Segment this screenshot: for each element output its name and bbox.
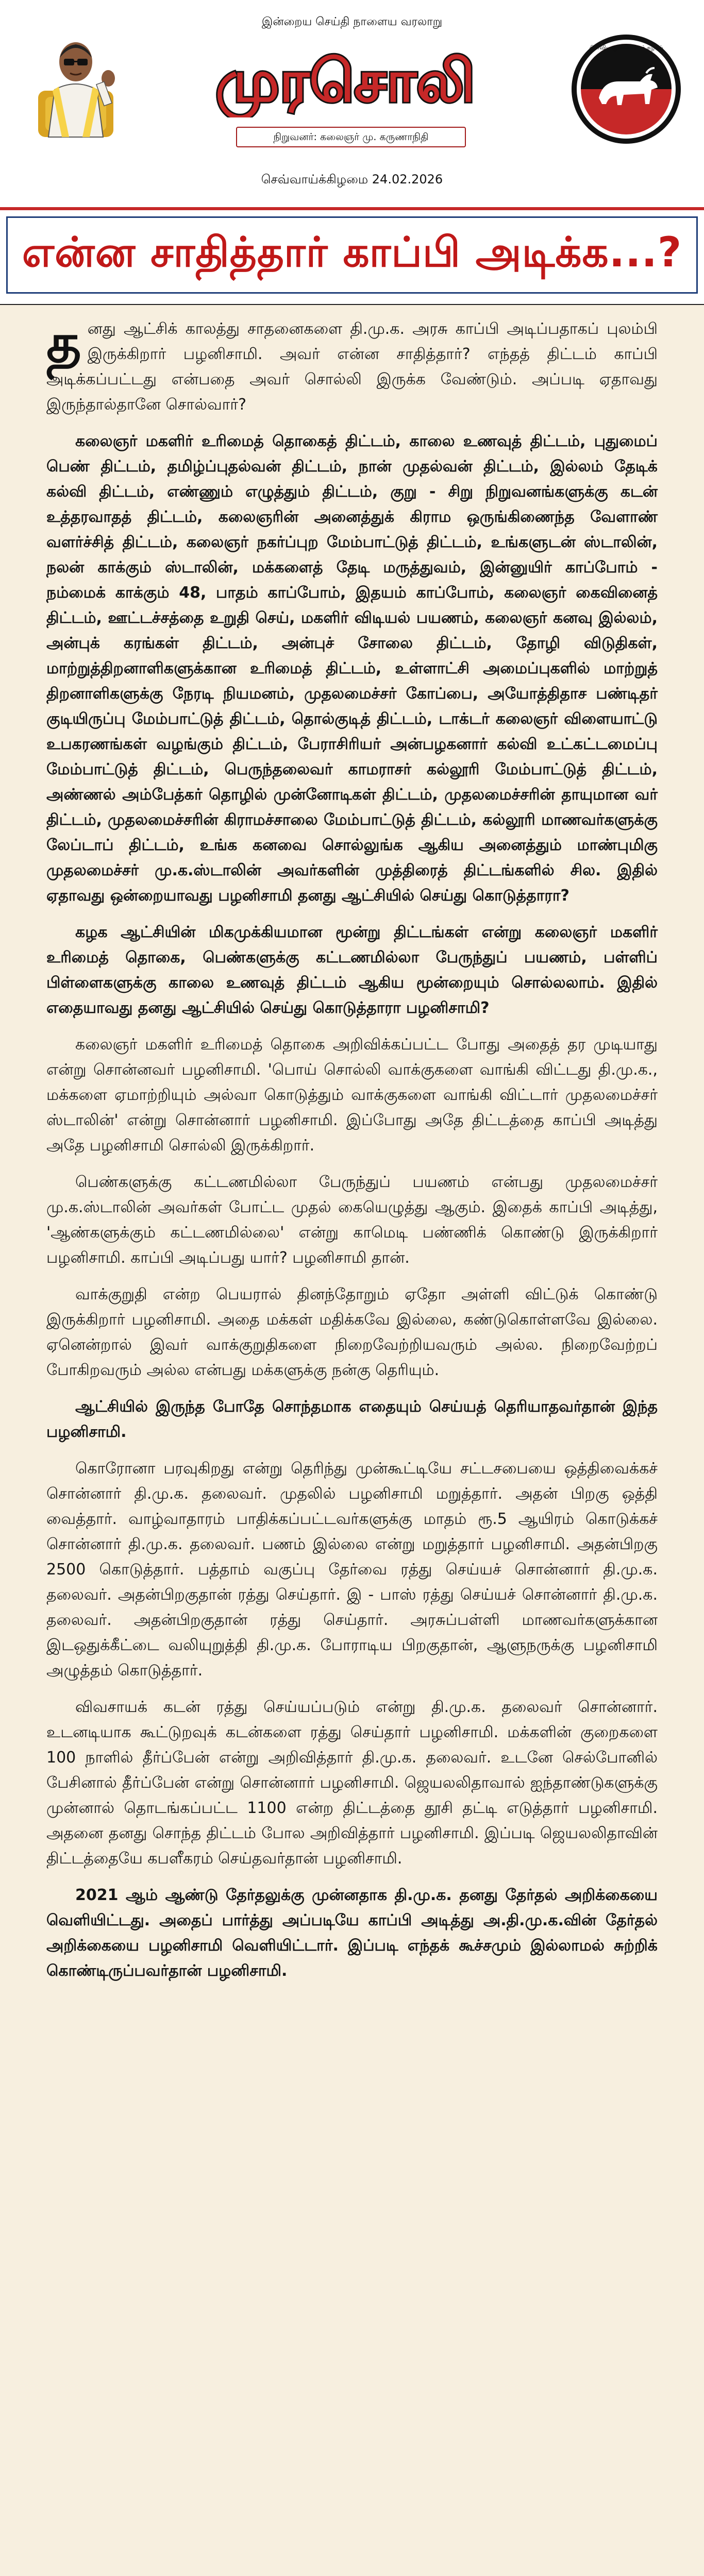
article-paragraph-1 xyxy=(46,312,658,417)
headline: என்ன சாதித்தார் காப்பி அடிக்க...? xyxy=(22,228,682,276)
seal-text: திராவிட முன்னேற்றக் கழகம் xyxy=(589,44,663,51)
paragraph-1-text: னது ஆட்சிக் காலத்து சாதனைகளை தி.மு.க. அரசு காப்பி அடிப்பதாகப் புலம்பி இருக்கிறார் பழனிசாமி. அவர் என்ன சாதித்தார்? எந்தத் திட்டம் காப்பி அடிக்கப்பட்டது என்பதை அவர் சொல்லி இருக்க வேண்டும். அப்படி ஏதாவது இருந்தால்தானே சொல்வார்? xyxy=(46,320,658,414)
dropcap: த xyxy=(46,312,81,375)
article-paragraph-5: பெண்களுக்கு கட்டணமில்லா பேருந்துப் பயணம் என்பது முதலமைச்சர் மு.க.ஸ்டாலின் அவர்கள் போட்ட முதல் கையெழுத்து ஆகும். இதைக் காப்பி அடித்து, 'ஆண்களுக்கும் கட்டணமில்லை' என்று காமெடி பண்ணிக் கொண்டு இருக்கிறார் பழனிசாமி. காப்பி அடிப்பது யார்? பழனிசாமி தான். xyxy=(46,1173,658,1267)
masthead-divider xyxy=(0,207,704,210)
article-paragraph-8: கொரோனா பரவுகிறது என்று தெரிந்து முன்கூட்டியே சட்டசபையை ஒத்திவைக்கச் சொன்னார் தி.மு.க. தலைவர். முதலில் பழனிசாமி மறுத்தார். அதன் பிறகு ஒத்தி வைத்தார். வாழ்வாதாரம் பாதிக்கப்பட்டவர்களுக்கு மாதம் ரூ.5 ஆயிரம் கொடுக்கச் சொன்னார் தி.மு.க. தலைவர். பணம் இல்லை என்று மறுத்தார் பழனிசாமி. அதன்பிறகு 2500 கொடுத்தார். பத்தாம் வகுப்பு தேர்வை ரத்து செய்யச் சொன்னார் தி.மு.க. தலைவர். அதன்பிறகுதான் ரத்து செய்தார். இ - பாஸ் ரத்து செய்யச் சொன்னார் தி.மு.க. தலைவர். அதன்பிறகுதான் ரத்து செய்தார். அரசுப்பள்ளி மாணவர்களுக்கான இடஒதுக்கீட்டை வலியுறுத்தி தி.மு.க. போராடிய பிறகுதான், ஆளுநருக்கு பழனிசாமி அழுத்தம் கொடுத்தார். xyxy=(46,1460,658,1680)
article-paragraph-9: விவசாயக் கடன் ரத்து செய்யப்படும் என்று தி.மு.க. தலைவர் சொன்னார். உடனடியாக கூட்டுறவுக் கடன்களை ரத்து செய்தார் பழனிசாமி. மக்களின் குறைகளை 100 நாளில் தீர்ப்பேன் என்று அறிவித்தார் தி.மு.க. தலைவர். உடனே செல்போனில் பேசினால் தீர்ப்பேன் என்று சொன்னார் பழனிசாமி. ஜெயலலிதாவால் ஐந்தாண்டுகளுக்கு முன்னால் தொடங்கப்பட்ட 1100 என்ற திட்டத்தை தூசி தட்டி எடுத்தார் பழனிசாமி. அதனை தனது சொந்த திட்டம் போல அறிவித்தார் பழனிசாமி. இப்படி ஜெயலலிதாவின் திட்டத்தையே கபளீகரம் செய்தவர்தான் பழனிசாமி. xyxy=(46,1698,658,1868)
article-paragraph-3: கழக ஆட்சியின் மிகமுக்கியமான மூன்று திட்டங்கள் என்று கலைஞர் மகளிர் உரிமைத் தொகை, பெண்களுக்கு கட்டணமில்லா பேருந்துப் பயணம், பள்ளிப் பிள்ளைகளுக்கு காலை உணவுத் திட்டம் ஆகிய மூன்றையும் சொல்லலாம். இதில் எதையாவது தனது ஆட்சியில் செய்து கொடுத்தாரா பழனிசாமி? xyxy=(46,923,658,1017)
newspaper-name: முரசொலி xyxy=(215,48,475,115)
article-paragraph-7: ஆட்சியில் இருந்த போதே சொந்தமாக எதையும் செய்யத் தெரியாதவர்தான் இந்த பழனிசாமி. xyxy=(46,1398,658,1441)
masthead xyxy=(0,0,704,216)
party-seal xyxy=(569,32,683,146)
headline-box xyxy=(6,216,698,294)
founder-label: நிறுவனர்: கலைஞர் மு. கருணாநிதி xyxy=(236,127,466,147)
article-paragraph-2: கலைஞர் மகளிர் உரிமைத் தொகைத் திட்டம், காலை உணவுத் திட்டம், புதுமைப் பெண் திட்டம், தமிழ்ப்புதல்வன் திட்டம், நான் முதல்வன் திட்டம், இல்லம் தேடிக் கல்வி திட்டம், எண்ணும் எழுத்தும் திட்டம், குறு - சிறு நிறுவனங்களுக்கு கடன் உத்தரவாதத் திட்டம், கலைஞரின் அனைத்துக் கிராம ஒருங்கிணைந்த வேளாண் வளர்ச்சித் திட்டம், கலைஞர் நகர்ப்புற மேம்பாட்டுத் திட்டம், உங்களுடன் ஸ்டாலின், நலன் காக்கும் ஸ்டாலின், மக்களைத் தேடி மருத்துவம், இன்னுயிர் காப்போம் - நம்மைக் காக்கும் 48, பாதம் காப்போம், இதயம் காப்போம், கலைஞர் கைவினைத் திட்டம், ஊட்டச்சத்தை உறுதி செய், மகளிர் விடியல் பயணம், கலைஞர் கனவு இல்லம், அன்புக் கரங்கள் திட்டம், அன்புச் சோலை திட்டம், தோழி விடுதிகள், மாற்றுத்திறனாளிகளுக்கான உரிமைத் திட்டம், உள்ளாட்சி அமைப்புகளில் மாற்றுத் திறனாளிகளுக்கு நேரடி நியமனம், முதலமைச்சர் கோப்பை, அயோத்திதாச பண்டிதர் குடியிருப்பு மேம்பாட்டுத் திட்டம், தொல்குடித் திட்டம், டாக்டர் கலைஞர் விளையாட்டு உபகரணங்கள் வழங்கும் திட்டம், பேராசிரியர் அன்பழகனார் கல்வி உட்கட்டமைப்பு மேம்பாட்டுத் திட்டம், பெருந்தலைவர் காமராசர் கல்லூரி மேம்பாட்டுத் திட்டம், அண்ணல் அம்பேத்கர் தொழில் முன்னோடிகள் திட்டம், முதலமைச்சரின் தாயுமான வர் திட்டம், முதலமைச்சரின் கிராமச்சாலை மேம்பாட்டுத் திட்டம், கல்லூரி மாணவர்களுக்கு லேப்டாப் திட்டம், உங்க கனவை சொல்லுங்க ஆகிய அனைத்தும் மாண்புமிகு முதலமைச்சர் மு.க.ஸ்டாலின் அவர்களின் முத்திரைத் திட்டங்களில் சில. இதில் ஏதாவது ஒன்றையாவது பழனிசாமி தனது ஆட்சியில் செய்து கொடுத்தாரா? xyxy=(46,432,658,905)
newspaper-logo xyxy=(191,40,500,117)
article-paragraph-10: 2021 ஆம் ஆண்டு தேர்தலுக்கு முன்னதாக தி.மு.க. தனது தேர்தல் அறிக்கையை வெளியிட்டது. அதைப் பார்த்து அப்படியே காப்பி அடித்து அ.தி.மு.க.வின் தேர்தல் அறிக்கையை பழனிசாமி வெளியிட்டார். இப்படி எந்தக் கூச்சமும் இல்லாமல் சுற்றிக் கொண்டிருப்பவர்தான் பழனிசாமி. xyxy=(46,1886,658,1980)
publication-date: செவ்வாய்க்கிழமை 24.02.2026 xyxy=(261,172,443,187)
article-paragraph-4: கலைஞர் மகளிர் உரிமைத் தொகை அறிவிக்கப்பட்ட போது அதைத் தர முடியாது என்று சொன்னவர் பழனிசாமி. 'பொய் சொல்லி வாக்குகளை வாங்கி விட்டது தி.மு.க., மக்களை ஏமாற்றியும் அல்வா கொடுத்தும் வாக்குகளை வாங்கி விட்டார் முதலமைச்சர் ஸ்டாலின்' என்று சொன்னார் பழனிசாமி. இப்போது அதே திட்டத்தை காப்பி அடித்து அதே பழனிசாமி சொல்லி இருக்கிறார். xyxy=(46,1036,658,1155)
founder-portrait xyxy=(28,29,124,144)
article-paragraph-6: வாக்குறுதி என்ற பெயரால் தினந்தோறும் ஏதோ அள்ளி விட்டுக் கொண்டு இருக்கிறார் பழனிசாமி. அதை மக்கள் மதிக்கவே இல்லை, கண்டுகொள்ளவே இல்லை. ஏனென்றால் இவர் வாக்குறுதிகளை நிறைவேற்றியவரும் அல்ல. நிறைவேற்றப் போகிறவரும் அல்ல என்பது மக்களுக்கு நன்கு தெரியும். xyxy=(46,1285,658,1379)
article-body xyxy=(0,304,704,2576)
tagline: இன்றைய செய்தி நாளைய வரலாறு xyxy=(261,15,443,28)
